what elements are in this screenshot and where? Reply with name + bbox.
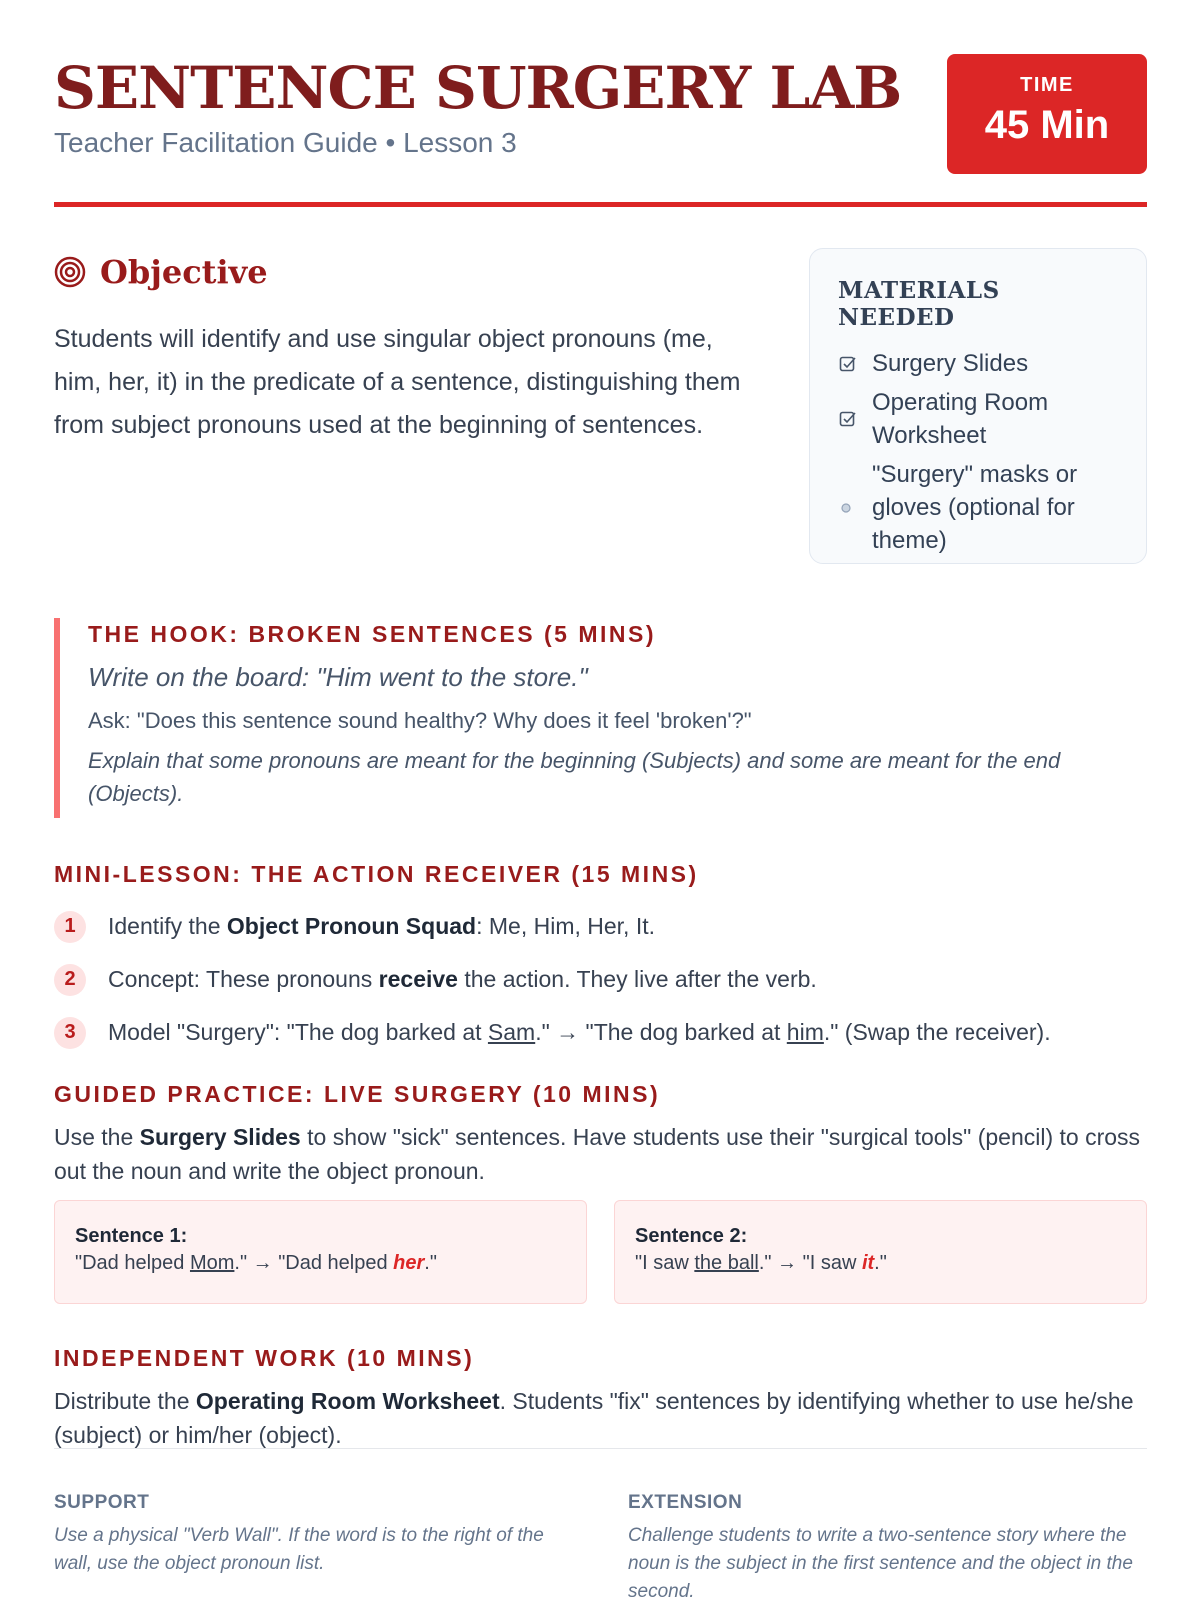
materials-heading: MATERIALS NEEDED xyxy=(838,277,1000,331)
guided-heading: GUIDED PRACTICE: LIVE SURGERY (10 MINS) xyxy=(54,1081,661,1107)
support-heading: SUPPORT xyxy=(54,1492,150,1513)
checkbox-icon xyxy=(838,409,858,429)
materials-item xyxy=(838,458,1120,557)
lesson-page xyxy=(54,0,1147,1600)
bullet-icon xyxy=(838,498,858,518)
header-divider xyxy=(54,202,1147,207)
page-subtitle: Teacher Facilitation Guide • Lesson 3 xyxy=(54,127,517,158)
steps-list xyxy=(54,900,1147,1059)
step-number: 2 xyxy=(54,964,86,996)
sentence-card-label: Sentence 1: xyxy=(75,1225,188,1247)
materials-item-label: Operating Room Worksheet xyxy=(872,389,1049,449)
hook-section xyxy=(54,618,1147,818)
step-number: 3 xyxy=(54,1017,86,1049)
guided-text: Use the Surgery Slides to show "sick" sentences. Have students use their "surgical tools" (pencil) to cross out the noun and write the object pronoun. xyxy=(54,1124,1141,1184)
extension-section xyxy=(628,1490,1147,1600)
step-number: 1 xyxy=(54,911,86,943)
support-section xyxy=(54,1490,584,1578)
step-text: Identify the Object Pronoun Squad: Me, Him, Her, It. xyxy=(108,913,656,939)
step-text: Concept: These pronouns receive the action. They live after the verb. xyxy=(108,966,817,992)
hook-explain: Explain that some pronouns are meant for the beginning (Subjects) and some are meant for the end (Objects). xyxy=(88,748,1061,806)
checkbox-icon xyxy=(838,354,858,374)
sentence-card xyxy=(54,1200,587,1304)
sentence-card-text: "Dad helped Mom." → "Dad helped her." xyxy=(75,1252,437,1274)
target-icon xyxy=(54,256,86,288)
independent-heading: INDEPENDENT WORK (10 MINS) xyxy=(54,1345,475,1371)
step-item xyxy=(54,1006,1147,1059)
time-badge xyxy=(947,54,1147,174)
materials-item xyxy=(838,347,1120,380)
materials-panel xyxy=(809,248,1147,564)
materials-item-label: "Surgery" masks or gloves (optional for theme) xyxy=(872,461,1078,554)
mini-lesson-heading: MINI-LESSON: THE ACTION RECEIVER (15 MINS) xyxy=(54,861,699,887)
step-text: Model "Surgery": "The dog barked at Sam." → "The dog barked at him." (Swap the receiver). xyxy=(108,1019,1051,1045)
independent-work-section xyxy=(54,1342,1147,1452)
objective-section xyxy=(54,250,764,447)
extension-text: Challenge students to write a two-sentence story where the noun is the subject in the first sentence and the object in the second. xyxy=(628,1525,1133,1600)
hook-ask: Ask: "Does this sentence sound healthy? Why does it feel 'broken'?" xyxy=(88,708,752,733)
materials-item-label: Surgery Slides xyxy=(872,350,1029,377)
step-item xyxy=(54,953,1147,1006)
extension-heading: EXTENSION xyxy=(628,1492,743,1513)
footer-divider xyxy=(54,1448,1147,1449)
header xyxy=(54,54,1147,206)
hook-heading: THE HOOK: BROKEN SENTENCES (5 MINS) xyxy=(88,621,656,647)
time-value: 45 Min xyxy=(984,103,1110,147)
sentence-card-text: "I saw the ball." → "I saw it." xyxy=(635,1252,887,1274)
materials-item xyxy=(838,386,1120,452)
objective-heading: Objective xyxy=(100,253,268,291)
objective-text: Students will identify and use singular object pronouns (me, him, her, it) in the predicate of a sentence, distinguishing them from subject pronouns used at the beginning of sentences. xyxy=(54,325,741,439)
objective-header xyxy=(54,250,764,294)
step-item xyxy=(54,900,1147,953)
support-text: Use a physical "Verb Wall". If the word is to the right of the wall, use the object pronoun list. xyxy=(54,1525,544,1574)
sentence-card xyxy=(614,1200,1147,1304)
independent-text: Distribute the Operating Room Worksheet. Students "fix" sentences by identifying whether to use he/she (subject) or him/her (object). xyxy=(54,1388,1134,1448)
mini-lesson-section xyxy=(54,858,1147,1059)
sentence-cards xyxy=(54,1200,1147,1304)
time-label: TIME xyxy=(1020,74,1074,96)
sentence-card-label: Sentence 2: xyxy=(635,1225,748,1247)
guided-practice-section xyxy=(54,1078,1147,1274)
hook-quote: Write on the board: "Him went to the store." xyxy=(88,662,588,692)
page-title: SENTENCE SURGERY LAB xyxy=(54,54,902,122)
